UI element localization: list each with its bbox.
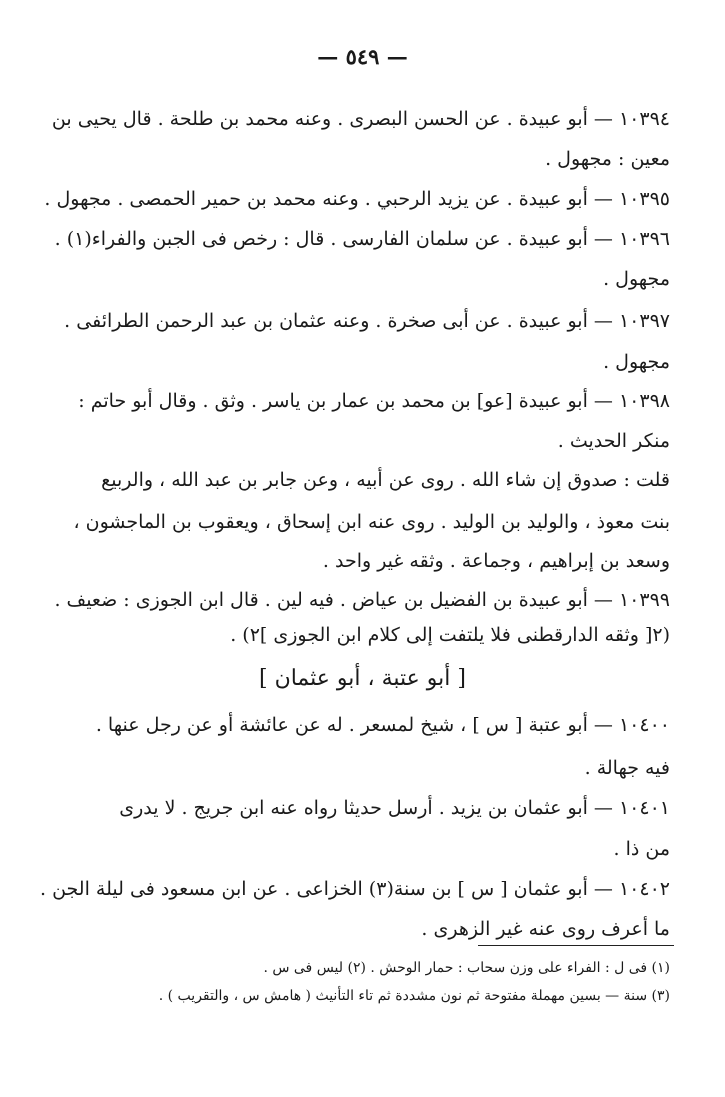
entry-10398-comment-line-1: قلت : صدوق إن شاء الله . روى عن أبيه ، وعن جابر بن عبد الله ، والربيع	[101, 469, 670, 491]
entry-10401-line-2: من ذا .	[613, 838, 670, 860]
entry-10398-line-2: منكر الحديث .	[557, 430, 670, 452]
page-number: — ٥٤٩ —	[317, 44, 408, 69]
entry-10399-line-2: (٢[ وثقه الدارقطنى فلا يلتفت إلى كلام ابن الجوزى ]٢) .	[230, 624, 670, 646]
entry-10400-line-1: ١٠٤٠٠ — أبو عتبة [ س ] ، شيخ لمسعر . له عن عائشة أو عن رجل عنها .	[95, 714, 670, 736]
entry-10394-line-1: ١٠٣٩٤ — أبو عبيدة . عن الحسن البصرى . وعنه محمد بن طلحة . قال يحيى بن	[51, 108, 670, 130]
entry-10396-line-2: مجهول .	[603, 268, 670, 290]
entry-10396-line-1: ١٠٣٩٦ — أبو عبيدة . عن سلمان الفارسى . قال : رخص فى الجبن والفراء(١) .	[54, 228, 670, 250]
entry-10395-line-1: ١٠٣٩٥ — أبو عبيدة . عن يزيد الرحبي . وعنه محمد بن حمير الحمصى . مجهول .	[44, 188, 670, 210]
footnote-divider	[478, 945, 674, 946]
entry-10401-line-1: ١٠٤٠١ — أبو عثمان بن يزيد . أرسل حديثا رواه عنه ابن جريج . لا يدرى	[119, 797, 670, 819]
entry-10399-line-1: ١٠٣٩٩ — أبو عبيدة بن الفضيل بن عياض . فيه لين . قال ابن الجوزى : ضعيف .	[54, 589, 670, 611]
footnote-line-1: (١) فى ل : الفراء على وزن سحاب : حمار الوحش . (٢) ليس فى س .	[263, 960, 670, 976]
section-heading: [ أبو عتبة ، أبو عثمان ]	[259, 666, 466, 691]
entry-10402-line-1: ١٠٤٠٢ — أبو عثمان [ س ] بن سنة(٣) الخزاعى . عن ابن مسعود فى ليلة الجن .	[39, 878, 670, 900]
footnote-line-2: (٣) سنة — بسين مهملة مفتوحة ثم نون مشددة ثم تاء التأنيث ( هامش س ، والتقريب ) .	[158, 988, 670, 1004]
entry-10394-line-2: معين : مجهول .	[545, 148, 670, 170]
entry-10398-line-1: ١٠٣٩٨ — أبو عبيدة [عو] بن محمد بن عمار بن ياسر . وثق . وقال أبو حاتم :	[78, 390, 670, 412]
entry-10398-comment-line-2: بنت معوذ ، والوليد بن الوليد . روى عنه ابن إسحاق ، ويعقوب بن الماجشون ،	[73, 511, 670, 533]
entry-10397-line-2: مجهول .	[603, 351, 670, 373]
entry-10398-comment-line-3: وسعد بن إبراهيم ، وجماعة . وثقه غير واحد .	[322, 550, 670, 572]
entry-10402-line-2: ما أعرف روى عنه غير الزهرى .	[421, 918, 670, 940]
entry-10397-line-1: ١٠٣٩٧ — أبو عبيدة . عن أبى صخرة . وعنه عثمان بن عبد الرحمن الطرائفى .	[64, 310, 670, 332]
entry-10400-line-2: فيه جهالة .	[584, 757, 670, 779]
